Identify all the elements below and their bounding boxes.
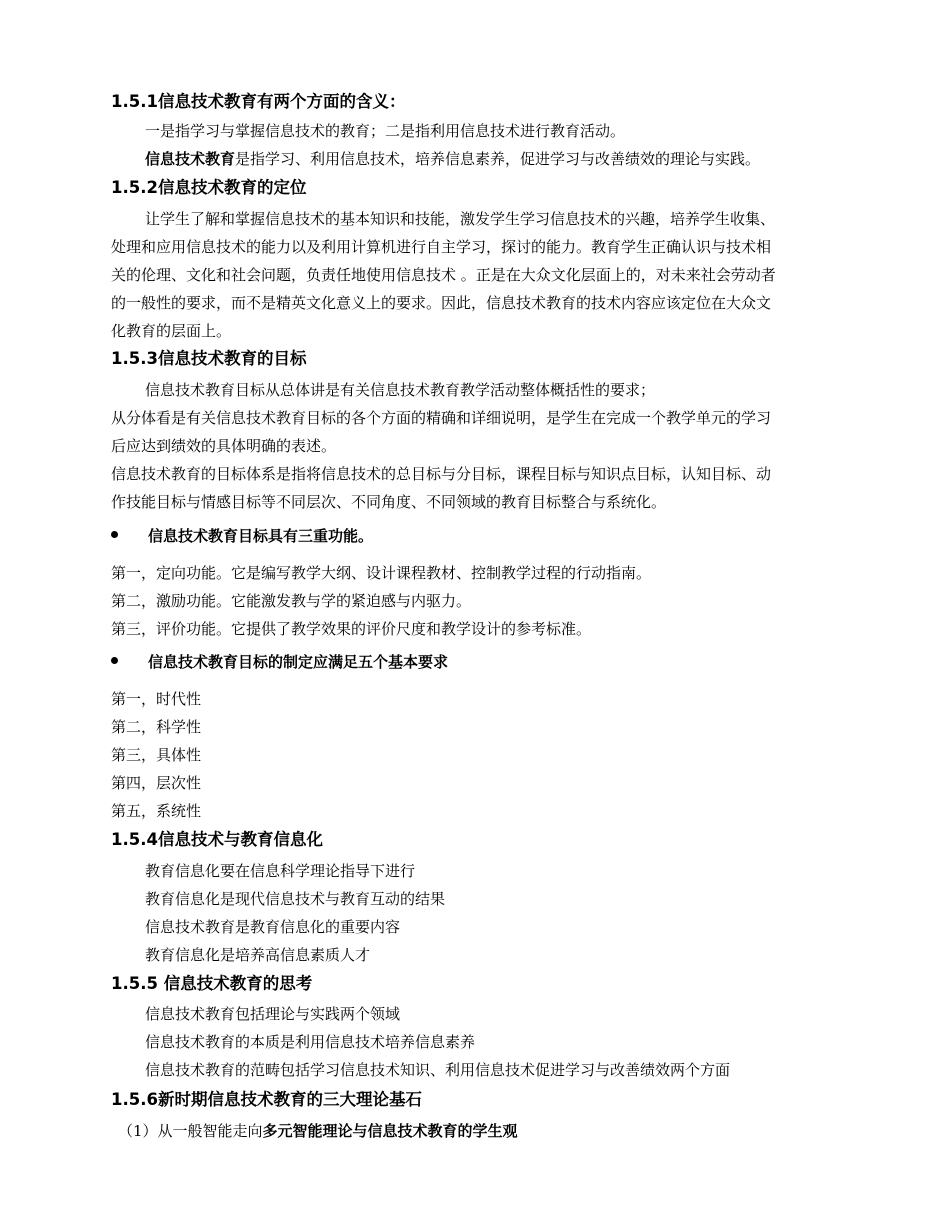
bullet-icon: [111, 657, 118, 664]
paragraph-line: 处理和应用信息技术的能力以及利用计算机进行自主学习，探讨的能力。教育学生正确认识与技术相: [111, 238, 772, 256]
paragraph-line: 信息技术教育的目标体系是指将信息技术的总目标与分目标，课程目标与知识点目标，认知目标、动: [111, 465, 772, 483]
numbered-item-prefix: （1）从一般智能走向: [118, 1122, 263, 1140]
paragraph-line: 教育信息化是培养高信息素质人才: [145, 946, 371, 964]
paragraph-line: 从分体看是有关信息技术教育目标的各个方面的精确和详细说明，是学生在完成一个教学单元的学习: [111, 409, 772, 427]
list-item: 第二，科学性: [111, 718, 202, 736]
section-heading-1-5-6: 1.5.6新时期信息技术教育的三大理论基石: [111, 1090, 422, 1109]
paragraph-line: 信息技术教育是教育信息化的重要内容: [145, 918, 401, 936]
section-heading-1-5-5: 1.5.5 信息技术教育的思考: [111, 974, 313, 993]
list-item: 第三，评价功能。它提供了教学效果的评价尺度和教学设计的参考标准。: [111, 620, 592, 638]
paragraph-line: 一是指学习与掌握信息技术的教育；二是指利用信息技术进行教育活动。: [145, 122, 626, 140]
definition-text: 是指学习、利用信息技术，培养信息素养，促进学习与改善绩效的理论与实践。: [235, 150, 761, 168]
paragraph-line: 信息技术教育包括理论与实践两个领域: [145, 1005, 401, 1023]
bullet-item: 信息技术教育目标具有三重功能。: [148, 527, 374, 545]
definition-term: 信息技术教育: [145, 150, 236, 168]
section-heading-1-5-1: 1.5.1信息技术教育有两个方面的含义：: [111, 92, 406, 111]
list-item: 第四，层次性: [111, 774, 202, 792]
section-heading-1-5-3: 1.5.3信息技术教育的目标: [111, 349, 307, 368]
list-item: 第一，定向功能。它是编写教学大纲、设计课程教材、控制教学过程的行动指南。: [111, 564, 652, 582]
numbered-item: [118, 1117, 518, 1145]
list-item: 第一，时代性: [111, 690, 202, 708]
numbered-item-emphasis: 多元智能理论与信息技术教育的学生观: [262, 1122, 518, 1140]
paragraph-line: 教育信息化要在信息科学理论指导下进行: [145, 862, 416, 880]
definition-line: [145, 145, 760, 173]
paragraph-line: 信息技术教育的范畴包括学习信息技术知识、利用信息技术促进学习与改善绩效两个方面: [145, 1061, 731, 1079]
paragraph-line: 的一般性的要求，而不是精英文化意义上的要求。因此，信息技术教育的技术内容应该定位在大众文: [111, 294, 772, 312]
list-item: 第三，具体性: [111, 746, 202, 764]
paragraph-line: 让学生了解和掌握信息技术的基本知识和技能，激发学生学习信息技术的兴趣，培养学生收集、: [145, 210, 776, 228]
paragraph-line: 信息技术教育的本质是利用信息技术培养信息素养: [145, 1033, 476, 1051]
paragraph-line: 化教育的层面上。: [111, 322, 232, 340]
paragraph-line: 信息技术教育目标从总体讲是有关信息技术教育教学活动整体概括性的要求；: [145, 381, 656, 399]
section-heading-1-5-2: 1.5.2信息技术教育的定位: [111, 178, 307, 197]
paragraph-line: 后应达到绩效的具体明确的表述。: [111, 437, 337, 455]
paragraph-line: 关的伦理、文化和社会问题，负责任地使用信息技术 。正是在大众文化层面上的，对未来社会劳动者: [111, 266, 776, 284]
list-item: 第二，激励功能。它能激发教与学的紧迫感与内驱力。: [111, 592, 472, 610]
paragraph-line: 教育信息化是现代信息技术与教育互动的结果: [145, 890, 446, 908]
list-item: 第五，系统性: [111, 802, 202, 820]
bullet-item: 信息技术教育目标的制定应满足五个基本要求: [148, 653, 449, 671]
bullet-icon: [111, 531, 118, 538]
paragraph-line: 作技能目标与情感目标等不同层次、不同角度、不同领域的教育目标整合与系统化。: [111, 493, 667, 511]
section-heading-1-5-4: 1.5.4信息技术与教育信息化: [111, 830, 323, 849]
